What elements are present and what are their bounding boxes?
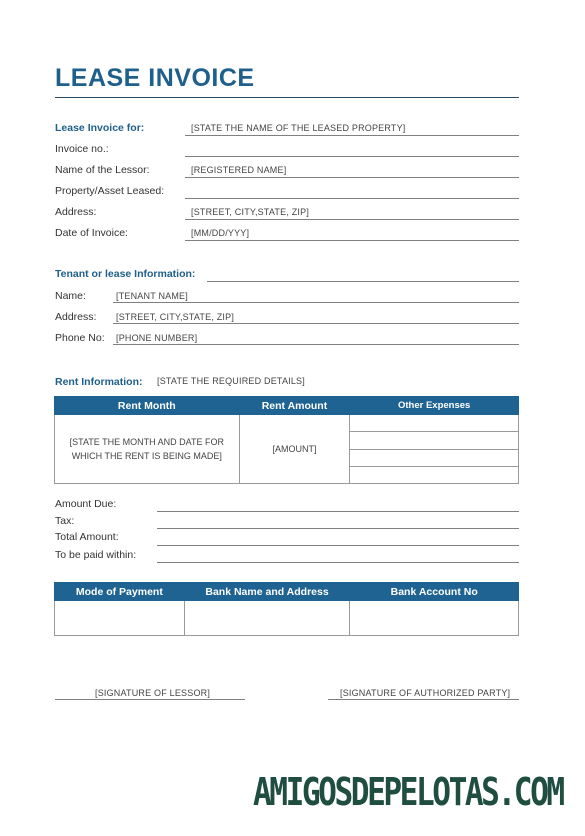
tenant-heading: Tenant or lease Information: (55, 268, 196, 280)
rent-details-value: [STATE THE REQUIRED DETAILS] (157, 376, 305, 386)
invoice-date-label: Date of Invoice: (55, 227, 128, 239)
payment-table (54, 582, 519, 636)
mode-of-payment-header: Mode of Payment (55, 583, 185, 601)
amount-due-label: Amount Due: (55, 498, 117, 510)
lessor-address-line (185, 219, 519, 220)
page-title: LEASE INVOICE (55, 64, 255, 92)
tenant-name-line (113, 302, 519, 303)
lessor-address-label: Address: (55, 206, 97, 218)
rent-amount-cell[interactable]: [AMOUNT] (239, 415, 350, 484)
property-leased-label: Property/Asset Leased: (55, 185, 165, 197)
other-expenses-header: Other Expenses (350, 397, 519, 415)
other-expense-cell-3[interactable] (350, 449, 519, 466)
property-leased-line (185, 198, 519, 199)
rent-month-cell[interactable]: [STATE THE MONTH AND DATE FOR WHICH THE RENT IS BEING MADE] (55, 415, 240, 484)
paid-within-label: To be paid within: (55, 549, 137, 561)
amount-due-line[interactable] (157, 511, 519, 512)
tenant-phone-value[interactable]: [PHONE NUMBER] (116, 333, 198, 343)
rent-month-header: Rent Month (55, 397, 240, 415)
site-watermark: AMIGOSDEPELOTAS.COM (253, 770, 563, 814)
tenant-phone-line (113, 344, 519, 345)
bank-name-cell[interactable] (184, 601, 350, 636)
invoice-date-value[interactable]: [MM/DD/YYY] (191, 228, 250, 238)
total-amount-label: Total Amount: (55, 531, 119, 543)
tax-line[interactable] (157, 528, 519, 529)
lessor-name-value[interactable]: [REGISTERED NAME] (191, 165, 287, 175)
rent-amount-header: Rent Amount (239, 397, 350, 415)
invoice-no-line (185, 156, 519, 157)
other-expense-cell-2[interactable] (350, 432, 519, 449)
total-amount-line[interactable] (157, 545, 519, 546)
tenant-heading-line (207, 281, 519, 282)
lessor-signature-label: [SIGNATURE OF LESSOR] (95, 688, 211, 698)
lessor-address-value[interactable]: [STREET, CITY,STATE, ZIP] (191, 207, 310, 217)
invoice-date-line (185, 240, 519, 241)
lessor-name-line (185, 177, 519, 178)
other-expense-cell-1[interactable] (350, 415, 519, 432)
tenant-name-label: Name: (55, 290, 86, 302)
lease-property-value: [STATE THE NAME OF THE LEASED PROPERTY] (191, 123, 406, 133)
title-divider (55, 97, 519, 98)
lessor-name-label: Name of the Lessor: (55, 164, 150, 176)
bank-account-cell[interactable] (350, 601, 519, 636)
lessor-signature-line[interactable] (55, 699, 245, 700)
tenant-address-value[interactable]: [STREET, CITY,STATE, ZIP] (116, 312, 235, 322)
paid-within-line[interactable] (157, 562, 519, 563)
invoice-no-label: Invoice no.: (55, 143, 109, 155)
rent-heading: Rent Information: (55, 376, 143, 388)
authorized-signature-label: [SIGNATURE OF AUTHORIZED PARTY] (340, 688, 511, 698)
mode-of-payment-cell[interactable] (55, 601, 185, 636)
tenant-address-line (113, 323, 519, 324)
rent-table (54, 396, 519, 484)
bank-name-header: Bank Name and Address (184, 583, 350, 601)
tenant-phone-label: Phone No: (55, 332, 105, 344)
bank-account-header: Bank Account No (350, 583, 519, 601)
tax-label: Tax: (55, 515, 75, 527)
other-expense-cell-4[interactable] (350, 466, 519, 483)
tenant-name-value[interactable]: [TENANT NAME] (116, 291, 188, 301)
authorized-signature-line[interactable] (328, 699, 519, 700)
lease-invoice-heading: Lease Invoice for: (55, 122, 145, 134)
tenant-address-label: Address: (55, 311, 97, 323)
lease-property-line (185, 135, 519, 136)
